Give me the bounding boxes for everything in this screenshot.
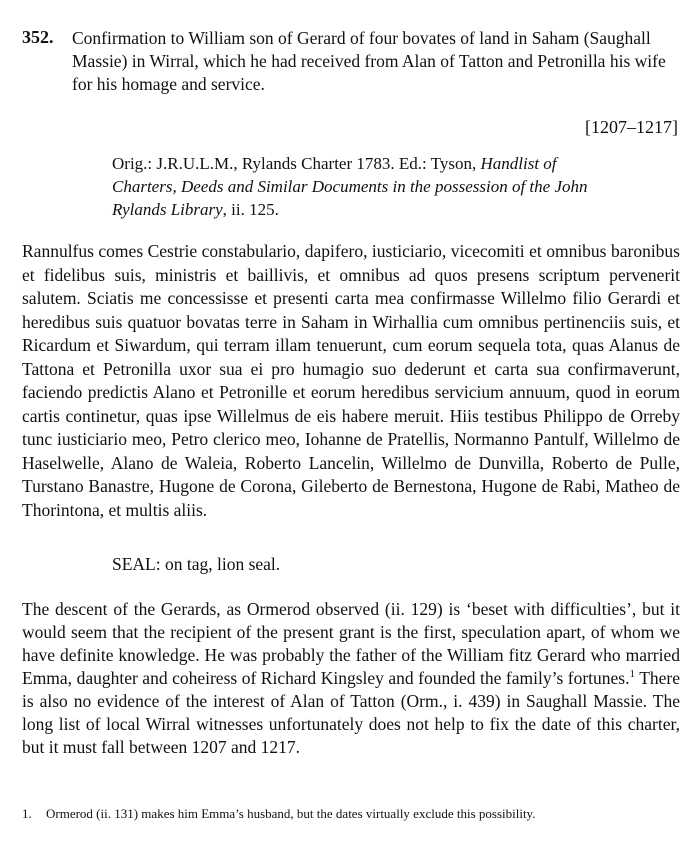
footnote [22,806,682,822]
source-suffix: , ii. 125. [222,200,279,219]
entry-summary: Confirmation to William son of Gerard of four bovates of land in Saham (Saughall Massie) in Wirral, which he had received from Alan of Tatton and Petronilla his wife for his homage and service. [72,28,666,94]
commentary-part-2: There is also no evidence of the interest of Alan of Tatton (Orm., i. 439) in Saughall Massie. The long list of local Wirral witnesses unfortunately does not help to fix the date of this charter, but it must fall between 1207 and 1217. [22,668,680,757]
footnote-text: Ormerod (ii. 131) makes him Emma’s husband, but the dates virtually exclude this possibility. [46,806,536,821]
commentary [22,598,680,759]
source-title: Handlist of Charters, Deeds and Similar Documents in the possession of the John Rylands Library [112,154,588,219]
footnote-number: 1. [22,806,32,821]
charter-text: Rannulfus comes Cestrie constabulario, dapifero, iusticiario, vicecomiti et omnibus baronibus et fidelibus suis, ministris et baillivis, et omnibus ad quos presens scriptum pervenerit salutem. Sciatis me concessisse et presenti carta mea confirmasse Willelmo filio Gerardi et heredibus suis quatuor bovatas terre in Saham in Wirhallia cum omnibus pertinenciis suis, et Ricardum et Siwardum, qui terram illam tenuerunt, cum eorum sequela tota, quas Alanus de Tattona et Petronilla uxor sua ei pro humagio suo dederunt et carta sua confirmaverunt, faciendo predictis Alano et Petronille et eorum heredibus servicium annuum, quod in eorum cartis continetur, quas ipse Willelmus de eis habere meruit. Hiis testibus Philippo de Orreby tunc iusticiario meo, Petro clerico meo, Iohanne de Pratellis, Normanno Pantulf, Willelmo de Haselwelle, Alano de Waleia, Roberto Lancelin, Willelmo de Dunvilla, Roberto de Pulle, Turstano Banastre, Hugone de Corona, Gileberto de Bernestona, Hugone de Rabi, Matheo de Thorintona, et multis aliis. [22,241,680,520]
footnote-reference[interactable]: 1 [629,668,635,681]
entry-number: 352. [22,27,54,47]
source-prefix: Orig.: J.R.U.L.M., Rylands Charter 1783. Ed.: Tyson, [112,154,477,173]
source-citation [112,152,592,221]
seal-note: SEAL: on tag, lion seal. [112,554,281,574]
date-range: [1207–1217] [585,117,678,137]
commentary-part-1: The descent of the Gerards, as Ormerod observed (ii. 129) is ‘beset with difficulties’, but it would seem that the recipient of the present grant is the first, speculation apart, of whom we have definite knowledge. He was probably the father of the William fitz Gerard who married Emma, daughter and coheiress of Richard Kingsley and founded the family’s fortunes. [22,599,680,688]
